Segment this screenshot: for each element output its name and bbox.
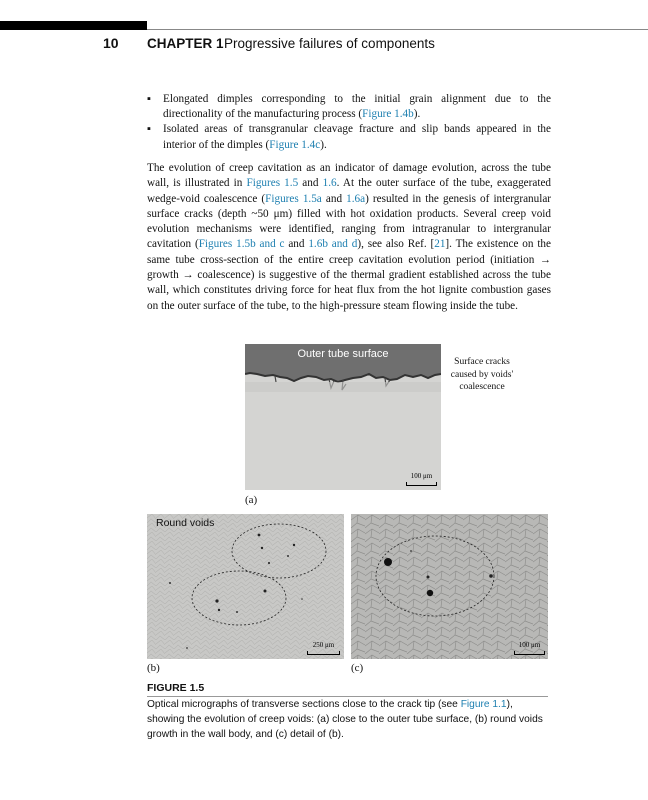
figure-caption — [147, 698, 551, 742]
chapter-label: CHAPTER 1 — [147, 36, 224, 51]
figure-link[interactable]: 1.6 — [322, 177, 337, 190]
bullet-text: ). — [320, 138, 327, 151]
header-rule — [147, 29, 648, 30]
panel-label-b: (b) — [147, 662, 160, 674]
figure-link[interactable]: Figures 1.5a — [265, 192, 322, 205]
figure-label: FIGURE 1.5 — [147, 682, 205, 694]
scale-bar-a — [406, 472, 437, 486]
chapter-title: Progressive failures of components — [224, 36, 435, 51]
bullet-icon: ▪ — [147, 93, 151, 105]
paragraph-text: and — [284, 238, 309, 251]
scale-label: 100 μm — [518, 641, 541, 649]
list-item — [147, 92, 551, 122]
reference-link[interactable]: 21 — [434, 238, 446, 251]
caption-text: Optical micrographs of transverse sections close to the crack tip (see — [147, 699, 461, 710]
list-item — [147, 122, 551, 152]
bullet-icon: ▪ — [147, 123, 151, 136]
micrograph-panel-c — [351, 514, 548, 659]
figure-link[interactable]: 1.6b and d — [308, 238, 358, 251]
panel-label-c: (c) — [351, 662, 364, 674]
caption-rule — [147, 696, 548, 697]
paragraph-text: and — [298, 177, 323, 190]
paragraph-text: ]. The existence on the same tube cross-section of the entire creep cavitation evolution period (initiation → growth → coalescence) is suggestive of the thermal gradient established across the tube wall, which constitutes driving force for heat flux from the hot lignite combustion gases on the outer surface of the tube, to the high-pressure steam flowing inside the tube. — [147, 238, 551, 312]
paragraph-text: The evolution of creep cavitation as an indicator of damage evolution, across the tube wall, is illustrated in — [147, 162, 551, 190]
bullet-list — [147, 92, 551, 153]
panel-a-title: Outer tube surface — [297, 348, 389, 360]
figure-link[interactable]: Figure 1.4c — [269, 138, 321, 151]
micrograph-c-image — [351, 514, 548, 659]
bullet-text: Isolated areas of transgranular cleavage fracture and slip bands appeared in the interior of the dimples ( — [163, 123, 551, 151]
figure-link[interactable]: 1.6a — [346, 192, 366, 205]
figure-link[interactable]: Figures 1.5 — [246, 177, 299, 190]
scale-label: 250 μm — [312, 641, 335, 649]
bullet-text: ). — [413, 108, 421, 121]
scale-bar-c — [514, 641, 545, 655]
paragraph-text: ), see also Ref. [ — [357, 238, 435, 251]
figure-link[interactable]: Figure 1.4b — [362, 108, 414, 121]
panel-label-a: (a) — [245, 494, 258, 506]
micrograph-panel-b — [147, 514, 344, 659]
scale-bar-b — [307, 641, 340, 655]
micrograph-panel-a — [245, 344, 441, 490]
running-header — [0, 35, 648, 55]
panel-b-title: Round voids — [156, 517, 215, 529]
paragraph-text: . At the outer surface of the tube, exaggerated wedge-void coalescence ( — [147, 177, 552, 205]
page-number: 10 — [103, 35, 119, 51]
paragraph-text: and — [321, 192, 347, 205]
micrograph-b-image — [147, 514, 344, 659]
body-paragraph — [147, 161, 551, 314]
caption-text: ), showing the evolution of creep voids: (a) close to the outer tube surface, (b) round voids growth in the wall body, and (c) detail of (b). — [147, 699, 543, 740]
figure-link[interactable]: Figure 1.1 — [460, 699, 507, 710]
bullet-text: Elongated dimples corresponding to the initial grain alignment due to the directionality of the manufacturing process ( — [163, 93, 551, 121]
paragraph-text: ) resulted in the genesis of intergranular surface cracks (depth ~50 μm) filled with hot oxidation products. Several creep void evolution mechanisms were identified, ranging from intragranular to intergranular cavitation ( — [147, 192, 552, 251]
figure-link[interactable]: Figures 1.5b and c — [198, 238, 285, 251]
scale-bar-line — [307, 651, 340, 655]
scale-bar-line — [406, 482, 437, 486]
header-black-bar — [0, 21, 147, 30]
surface-cracks-annotation: Surface cracks caused by voids' coalescence — [450, 357, 514, 392]
scale-bar-line — [514, 651, 545, 655]
micrograph-a-image — [245, 344, 441, 490]
scale-label: 100 μm — [410, 472, 433, 480]
